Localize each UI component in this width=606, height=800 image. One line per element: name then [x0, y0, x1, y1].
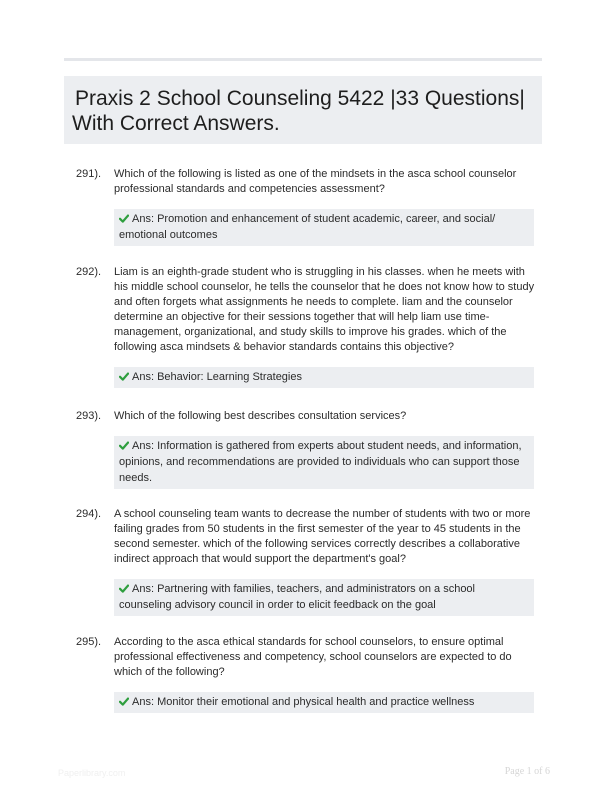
page-indicator: Page 1 of 6: [504, 766, 550, 777]
answer-text: Ans: Promotion and enhancement of student academic, career, and social/ emotional outcomes: [119, 213, 496, 241]
question-item: [64, 409, 542, 489]
question-item: [64, 265, 542, 388]
question-text: A school counseling team wants to decrease the number of students with two or more failing grades from 50 students in the first semester of the year to 45 students in the second semester. which of the following services correctly describes a collaborative indirect approach that would support the department's goal?: [114, 508, 531, 565]
question-number: 291).: [76, 168, 102, 180]
title-line-1: Praxis 2 School Counseling 5422 |33 Questions|: [75, 87, 525, 110]
answer-box: [114, 692, 534, 713]
question-item: [64, 167, 542, 246]
top-divider: [64, 58, 542, 61]
question-text: Liam is an eighth-grade student who is struggling in his classes. when he meets with his middle school counselor, he tells the counselor that he does not know how to study and often forgets what assignments he needs to complete. liam and the counselor determine an objective for their sessions together that will help liam use time-management, organizational, and study skills to improve his grades. which of the following asca mindsets & behavior standards contains this objective?: [114, 266, 535, 353]
answer-box: [114, 436, 534, 489]
footer-watermark: Paperlibrary.com: [58, 768, 126, 778]
page-title: [72, 86, 534, 136]
check-icon: [119, 441, 129, 450]
question-number: 293).: [76, 410, 102, 422]
question-number: 295).: [76, 636, 102, 648]
check-icon: [119, 697, 129, 706]
title-line-2: With Correct Answers.: [72, 112, 280, 135]
check-icon: [119, 372, 129, 381]
question-item: [64, 507, 542, 616]
question-text: Which of the following best describes consultation services?: [114, 410, 407, 422]
question-text: According to the asca ethical standards for school counselors, to ensure optimal professional effectiveness and competency, school counselors are expected to do which of the following?: [114, 636, 512, 678]
answer-text: Ans: Partnering with families, teachers, and administrators on a school counseling advisory council in order to elicit feedback on the goal: [119, 583, 475, 611]
question-number: 292).: [76, 266, 102, 278]
answer-text: Ans: Monitor their emotional and physical health and practice wellness: [132, 696, 475, 708]
answer-box: [114, 209, 534, 246]
question-number: 294).: [76, 508, 102, 520]
check-icon: [119, 214, 129, 223]
answer-box: [114, 579, 534, 616]
title-banner: [64, 76, 542, 144]
check-icon: [119, 584, 129, 593]
answer-text: Ans: Behavior: Learning Strategies: [132, 371, 302, 383]
question-text: Which of the following is listed as one of the mindsets in the asca school counselor professional standards and competencies assessment?: [114, 168, 517, 195]
answer-text: Ans: Information is gathered from experts about student needs, and information, opinions, and recommendations are provided to individuals who can support those needs.: [119, 440, 522, 484]
answer-box: [114, 367, 534, 388]
question-item: [64, 635, 542, 713]
